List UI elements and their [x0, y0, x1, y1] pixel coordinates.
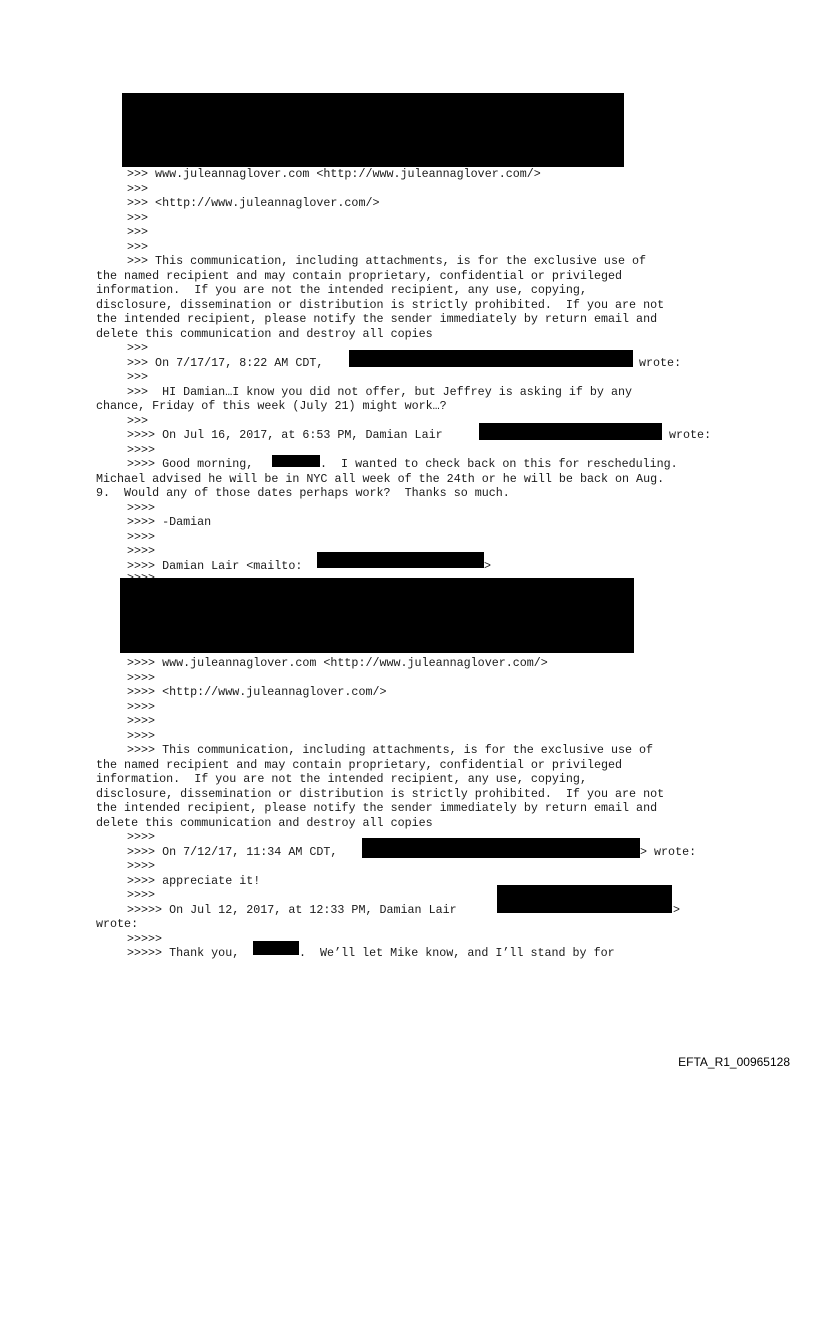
quoted-line: >>> <http://www.juleannaglover.com/>	[127, 196, 380, 210]
quoted-line: >>>>	[127, 728, 156, 743]
quoted-line: >>>>	[127, 670, 156, 685]
quoted-line: >>>>	[127, 830, 156, 844]
redaction-mailto	[317, 552, 484, 568]
disclaimer-line: the intended recipient, please notify the sender immediately by return email and	[96, 312, 658, 326]
message-line: 9. Would any of those dates perhaps work? Thanks so much.	[96, 486, 510, 500]
quoted-line: >>>>	[127, 699, 156, 714]
message-line: >>>> appreciate it!	[127, 873, 261, 888]
disclaimer-line: the intended recipient, please notify the sender immediately by return email and	[96, 801, 658, 815]
disclaimer-line: the named recipient and may contain proprietary, confidential or privileged	[96, 268, 623, 283]
quoted-line: >>>>>	[127, 931, 163, 946]
quoted-line: >>>	[127, 210, 149, 225]
quote-header-jul16: >>>> On Jul 16, 2017, at 6:53 PM, Damian Lair	[127, 428, 443, 442]
redaction-name-greeting	[272, 455, 320, 467]
quoted-line: >>>	[127, 341, 149, 355]
thank-you-prefix: >>>>> Thank you,	[127, 946, 240, 960]
disclaimer-line: delete this communication and destroy all copies	[96, 326, 433, 341]
quoted-line: >>>>	[127, 500, 156, 515]
quote-header-jul12: >>>>> On Jul 12, 2017, at 12:33 PM, Damian Lair	[127, 902, 457, 917]
disclaimer-line: information. If you are not the intended recipient, any use, copying,	[96, 772, 587, 786]
quote-header-0717: >>> On 7/17/17, 8:22 AM CDT,	[127, 355, 324, 370]
redaction-email-0717	[349, 350, 633, 367]
wrote-label: > wrote:	[640, 844, 697, 859]
quoted-line: >>> www.juleannaglover.com <http://www.juleannaglover.com/>	[127, 167, 541, 181]
greeting-prefix: >>>> Good morning,	[127, 457, 254, 471]
disclaimer-line: delete this communication and destroy all copies	[96, 815, 433, 830]
quoted-line: >>>>	[127, 529, 156, 544]
wrote-label: wrote:	[96, 917, 139, 931]
redaction-email-jul12	[497, 885, 672, 913]
message-line: Michael advised he will be in NYC all week of the 24th or he will be back on Aug.	[96, 471, 665, 486]
redaction-block-top	[122, 93, 624, 167]
quoted-line: >>>> This communication, including attachments, is for the exclusive use of	[127, 743, 654, 757]
wrote-label: wrote:	[639, 355, 682, 370]
angle-bracket: >	[673, 902, 681, 917]
document-id-footer: EFTA_R1_00965128	[678, 1054, 790, 1069]
quoted-line: >>>> www.juleannaglover.com <http://www.juleannaglover.com/>	[127, 656, 548, 670]
quoted-line: >>>	[127, 181, 149, 196]
quoted-line: >>>	[127, 370, 149, 384]
quoted-line: >>>> <http://www.juleannaglover.com/>	[127, 685, 387, 699]
quoted-line: >>>>	[127, 859, 156, 873]
message-line: chance, Friday of this week (July 21) might work…?	[96, 399, 447, 413]
redaction-email-jul16	[479, 423, 662, 440]
quoted-line: >>>	[127, 239, 149, 254]
disclaimer-line: information. If you are not the intended recipient, any use, copying,	[96, 283, 587, 297]
disclaimer-line: the named recipient and may contain proprietary, confidential or privileged	[96, 757, 623, 772]
quoted-line: >>> This communication, including attachments, is for the exclusive use of	[127, 254, 647, 268]
quoted-line: >>>>	[127, 544, 156, 558]
quoted-line: >>>	[127, 413, 149, 428]
wrote-label: wrote:	[669, 428, 712, 442]
redaction-name-thanks	[253, 941, 299, 955]
quote-header-0712: >>>> On 7/12/17, 11:34 AM CDT,	[127, 844, 338, 859]
disclaimer-line: disclosure, dissemination or distribution is strictly prohibited. If you are not	[96, 297, 665, 312]
greeting-suffix: . I wanted to check back on this for rescheduling.	[320, 457, 678, 471]
quoted-line: >>>>	[127, 442, 156, 457]
quoted-line: >>>>	[127, 714, 156, 728]
thank-you-suffix: . We’ll let Mike know, and I’ll stand by for	[299, 946, 615, 960]
signature-line: >>>> -Damian	[127, 515, 212, 529]
message-line: >>> HI Damian…I know you did not offer, but Jeffrey is asking if by any	[127, 384, 632, 399]
mailto-prefix: >>>> Damian Lair <mailto:	[127, 558, 303, 573]
quoted-line: >>>	[127, 225, 149, 239]
disclaimer-line: disclosure, dissemination or distribution is strictly prohibited. If you are not	[96, 786, 665, 801]
mailto-suffix: >	[484, 558, 492, 573]
redaction-email-0712	[362, 838, 640, 858]
quoted-line: >>>>	[127, 888, 156, 902]
redaction-block-middle	[120, 578, 634, 653]
